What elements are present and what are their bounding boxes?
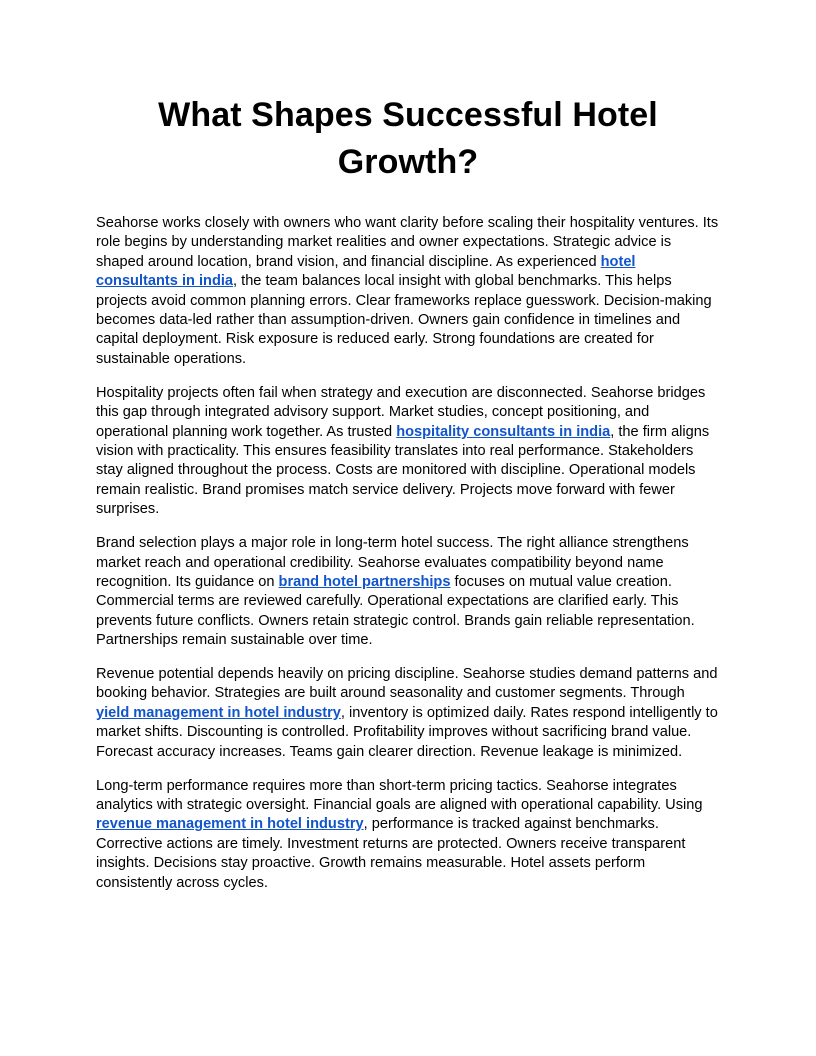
paragraph-3-text-after: focuses on mutual value creation. Commercial terms are reviewed carefully. Operational expectations are clarified early. This prevents future conflicts. Owners retain strategic control. Brands gain reliable representation. Partnerships remain sustainable over time. bbox=[96, 573, 695, 649]
paragraph-4-text-after: , inventory is optimized daily. Rates respond intelligently to market shifts. Discounting is controlled. Profitability improves without sacrificing brand value. Forecast accuracy increases. Teams gain clearer direction. Revenue leakage is minimized. bbox=[96, 704, 718, 760]
link-hotel-consultants-in-india[interactable]: hotel consultants in india bbox=[96, 253, 636, 290]
paragraph-4-text-before: Revenue potential depends heavily on pricing discipline. Seahorse studies demand patterns and booking behavior. Strategies are built around seasonality and customer segments. Through bbox=[96, 666, 718, 702]
paragraph-2 bbox=[96, 384, 720, 520]
paragraph-1-text-after: , the team balances local insight with global benchmarks. This helps projects avoid common planning errors. Clear frameworks replace guesswork. Decision-making becomes data-led rather than assumption-driven. Owners gain confidence in timelines and capital deployment. Risk exposure is reduced early. Strong foundations are created for sustainable operations. bbox=[96, 273, 712, 367]
paragraph-2-text-before: Hospitality projects often fail when strategy and execution are disconnected. Seahorse bridges this gap through integrated advisory support. Market studies, concept positioning, and operational planning work together. As trusted bbox=[96, 384, 706, 440]
paragraph-3-text-before: Brand selection plays a major role in long-term hotel success. The right alliance strengthens market reach and operational credibility. Seahorse evaluates compatibility beyond name recognition. Its guidance on bbox=[96, 535, 689, 590]
document-body bbox=[96, 92, 720, 908]
link-hospitality-consultants-in-india[interactable]: hospitality consultants in india bbox=[396, 423, 611, 440]
paragraph-3 bbox=[96, 534, 720, 650]
page-title bbox=[96, 92, 720, 186]
link-revenue-management-in-hotel-industry[interactable]: revenue management in hotel industry bbox=[96, 816, 364, 833]
paragraph-5 bbox=[96, 777, 720, 893]
paragraph-1-text-before: Seahorse works closely with owners who want clarity before scaling their hospitality ventures. Its role begins by understanding market realities and owner expectations. Strategic advice is shaped around location, brand vision, and financial discipline. As experienced bbox=[96, 215, 719, 270]
link-yield-management-in-hotel-industry[interactable]: yield management in hotel industry bbox=[96, 704, 341, 721]
paragraph-2-text-after: , the firm aligns vision with practicality. This ensures feasibility translates into real performance. Stakeholders stay aligned throughout the process. Costs are monitored with discipline. Operational models remain realistic. Brand promises match service delivery. Projects move forward with fewer surprises. bbox=[96, 423, 710, 518]
paragraph-5-text-before: Long-term performance requires more than short-term pricing tactics. Seahorse integrates analytics with strategic oversight. Financial goals are aligned with operational capability. Using bbox=[96, 777, 703, 813]
paragraph-1 bbox=[96, 214, 720, 369]
paragraph-5-text-after: , performance is tracked against benchmarks. Corrective actions are timely. Investment returns are protected. Owners receive transparent insights. Decisions stay proactive. Growth remains measurable. Hotel assets perform consistently across cycles. bbox=[96, 816, 686, 891]
paragraph-4 bbox=[96, 665, 720, 762]
page-title-line-1: What Shapes Successful Hotel bbox=[158, 96, 658, 134]
page-title-line-2: Growth? bbox=[337, 143, 479, 181]
link-brand-hotel-partnerships[interactable]: brand hotel partnerships bbox=[278, 573, 451, 590]
